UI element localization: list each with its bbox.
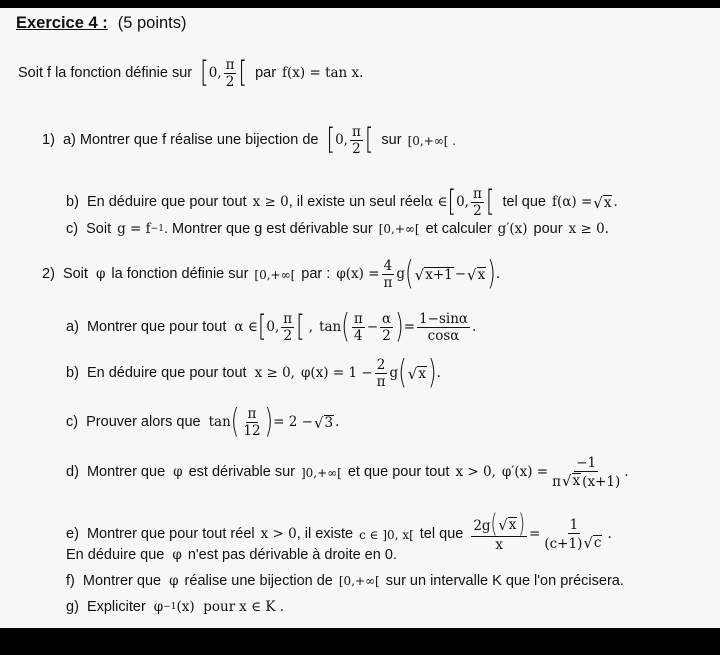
sqrt-3: √ 3 [313,413,334,432]
interval-lower: 0, [335,131,348,148]
interval-0-pi2: [ 0, $\frac{\pi}{2}$ [ [326,123,374,158]
frac-num: α [382,311,392,327]
equation-f-alpha [552,195,618,211]
intro-line [18,58,363,89]
question-2b [66,354,441,392]
phi-x: φ(x) = [336,265,380,282]
sqrt-x: √ x [498,516,517,534]
interval-0-pi2: [ 0, $\frac{\pi}{2}$ [ [200,56,248,91]
interval-lower: 0, [266,318,280,335]
inverse-exponent: −1 [150,223,164,234]
fraction-2g-over-x [471,509,527,553]
frac-den: 2 [473,203,482,220]
phi-symbol: φ [169,572,179,589]
frac-den: π [376,374,386,391]
question-2e-followup [66,548,397,563]
phi-symbol: φ [153,598,164,615]
frac-den: 4 [353,328,363,345]
frac-num: π [472,186,482,202]
g-definition [117,220,164,237]
question-1c [66,222,609,237]
radicand: x [477,266,486,283]
q1b-tel-que: tel que [502,194,546,211]
frac-den: 2 [352,141,361,158]
tan-pi-12: tan ( $\frac{\pi}{12}$ ) = 2 − √ 3 . [208,403,340,441]
c-in-interval: c ∈ ]0, x[ [359,527,414,542]
frac-num: 2 [376,357,386,373]
top-frame-border [0,0,720,8]
condition-x-nonneg: x ≥ 0 [252,193,289,210]
q1a-sur: sur [381,132,402,149]
fraction-4-over-pi [382,259,395,290]
sqrt-x: √ x [593,193,612,212]
intro-par: par [255,65,277,82]
frac-den: π [383,275,393,292]
q2f-text: f) Montrer que [66,573,162,589]
frac-den: 2 [283,328,293,345]
phi-definition: φ(x) = $\frac{4}{\pi}$ g ( √ x+1 − √ x ) . [336,255,501,293]
q2f-text3: sur un intervalle K que l'on précisera. [385,573,624,589]
question-1a [42,125,456,156]
period: . [495,265,501,282]
frac-den [542,534,605,551]
frac-den: x [495,536,503,553]
q1b-text2: , il existe un seul réel [288,194,425,211]
frac-den: 2 [225,74,235,91]
minus-sign: − [454,265,467,282]
g-func: g [396,265,406,282]
frac-num: π [353,311,363,327]
q2e2-text: En déduire que [66,547,165,563]
eq-left: f(α) = [552,193,593,210]
q2e-text2: , il existe [296,526,354,543]
phi-symbol: φ [173,463,183,480]
condition-x-in-k: x ∈ K . [239,598,285,615]
equals-two-minus: = 2 − [273,413,313,430]
num-2g: 2g [473,518,491,534]
interval-lower: 0, [456,193,469,210]
fraction-pi-over-2 [281,312,294,343]
q2c-text: c) Prouver alors que [66,414,201,431]
frac-den [550,472,622,489]
frac-num: 4 [383,258,393,274]
bottom-frame-border [0,628,720,655]
interval-0-pi2: [ 0, $\frac{\pi}{2}$ [ [447,185,495,220]
fraction-1-over-c [542,518,605,551]
fraction-pi-over-4 [352,312,365,343]
exercise-title [16,15,187,32]
q2d-text: d) Montrer que [66,464,166,481]
sqrt-x: √ x [467,265,486,284]
radicand: c [593,535,602,552]
q2d-text3: et que pour tout [347,464,450,481]
g-prime: g′(x) [497,220,528,237]
q1c-text: c) Soit [66,221,112,237]
fraction-1-minus-sin-over-cos [417,312,470,343]
tan-identity: tan ( $\frac{\pi}{4}$ − $\frac{\alpha}{2}$ ) = $\frac{1-\sin\alpha}{\cos\alpha}$ . [319,308,477,346]
fraction-phi-prime [550,456,622,489]
period: . [607,525,612,542]
frac-num: π [247,406,257,422]
frac-den: cosα [427,328,460,345]
frac-den: 2 [382,328,391,345]
sqrt-x: √ x [561,472,581,491]
fraction-pi-over-2 [224,58,237,89]
q2e2-text2: n'est pas dérivable à droite en 0. [187,547,397,563]
q2b-text: b) En déduire que pour tout [66,365,247,382]
equals-sign: = [403,318,416,335]
question-1b [66,187,618,218]
fraction-pi-over-2 [471,187,484,218]
period: . [624,463,629,480]
q2e-text: e) Montrer que pour tout réel [66,526,255,543]
sqrt-c: √ c [583,533,602,552]
intro-text: Soit f la fonction définie sur [18,65,193,82]
fraction-2-over-pi [375,358,388,389]
sqrt-x-plus-1: √ x+1 [414,265,453,284]
tan-func: tan [319,318,342,335]
fraction-pi-over-2 [350,125,363,156]
q2-text2: la fonction définie sur [111,266,249,283]
q1c-pour: pour [533,221,563,237]
q2-par: par : [301,266,331,283]
period: . [335,413,340,430]
interval-0-inf: [0,+∞[ [338,574,380,589]
exercise-points: (5 points) [117,14,187,32]
q2f-text2: réalise une bijection de [184,573,333,589]
q2g-text: g) Expliciter [66,599,146,615]
phi-prime-expression [502,456,629,489]
sqrt-x: √ x [407,364,426,383]
q1a-text: 1) a) Montrer que f réalise une bijection de [42,132,319,149]
q2a-text: a) Montrer que pour tout [66,319,227,336]
frac-num: 1 [569,516,579,533]
interval-0-inf: [0,+∞[ [378,222,420,237]
frac-num: π [351,124,361,140]
radicand: x [603,194,612,211]
question-2a: a) Montrer que pour tout α ∈ [ 0, $\frac{\pi}{2}$ [ , tan ( $\frac{\pi}{4}$ − $\frac{\alpha}{2}$ ) = $\frac{1-\sin\alpha}{\cos\alpha}$ . [66,308,477,346]
condition-x-nonneg: x ≥ 0, [254,364,295,381]
q2d-text2: est dérivable sur [188,464,295,481]
radicand: 3 [324,414,334,431]
interval-0-inf: [0,+∞[ [254,267,296,282]
interval-0-pi2: [ 0, $\frac{\pi}{2}$ [ [257,310,305,345]
frac-num: −1 [576,455,597,471]
phi-inverse [153,598,177,615]
frac-num: 2g( √ x ) [473,509,526,540]
equals-sign: = [529,525,541,542]
exercise-heading: Exercice 4 : [16,14,108,32]
radicand: x+1 [425,266,453,283]
minus-sign: − [366,318,379,335]
inverse-exponent: −1 [163,601,177,612]
phi-x: φ(x) = 1 − [300,364,373,381]
q1b-text: b) En déduire que pour tout [66,194,247,211]
question-2d [66,456,629,489]
phi-prime: φ′(x) = [501,463,549,480]
den-pi: π [552,474,561,491]
alpha-in: α ∈ [234,318,258,335]
condition-x-pos: x > 0 [260,525,297,542]
q1c-text2: . Montrer que g est dérivable sur [163,221,373,237]
condition-x-nonneg: x ≥ 0. [568,220,609,237]
question-2g [66,600,284,615]
function-definition: f(x) = tan x. [282,64,364,81]
frac-num: π [283,311,293,327]
interval-0-inf-open: ]0,+∞[ [300,465,342,480]
condition-x-pos: x > 0, [455,463,496,480]
interval-0-inf: [0,+∞[ . [407,133,457,148]
den-c-plus-1: (c+1) [544,535,583,552]
interval-lower: 0, [208,64,222,81]
tan-func: tan [208,413,231,430]
frac-num: π [225,57,235,73]
period: . [436,364,441,381]
q2e-tel-que: tel que [419,526,464,543]
q2-text: 2) Soit [42,266,88,283]
fraction-alpha-over-2 [380,312,393,343]
frac-den: 12 [243,423,261,440]
radicand: x [572,473,581,490]
den-tail: (x+1) [582,474,621,491]
period: . [613,193,618,210]
phi-symbol: φ [172,546,182,563]
g-func: g [389,364,399,381]
q2g-text2: (x) pour [176,598,236,615]
radicand: x [418,365,426,382]
g-equals-f: g = f [117,220,151,237]
mean-value-equation [469,509,612,553]
question-2 [42,255,501,293]
q1c-text3: et calculer [425,221,492,237]
fraction-pi-over-12 [241,407,262,438]
phi-symbol: φ [95,265,106,282]
radicand: x [508,517,517,534]
question-2c [66,403,340,441]
period: . [472,318,477,335]
phi-expression: φ(x) = 1 − $\frac{2}{\pi}$ g ( √ x ) . [300,354,441,392]
alpha-in: α ∈ [424,193,448,210]
question-2f [66,574,624,589]
frac-num: 1−sinα [419,311,469,327]
